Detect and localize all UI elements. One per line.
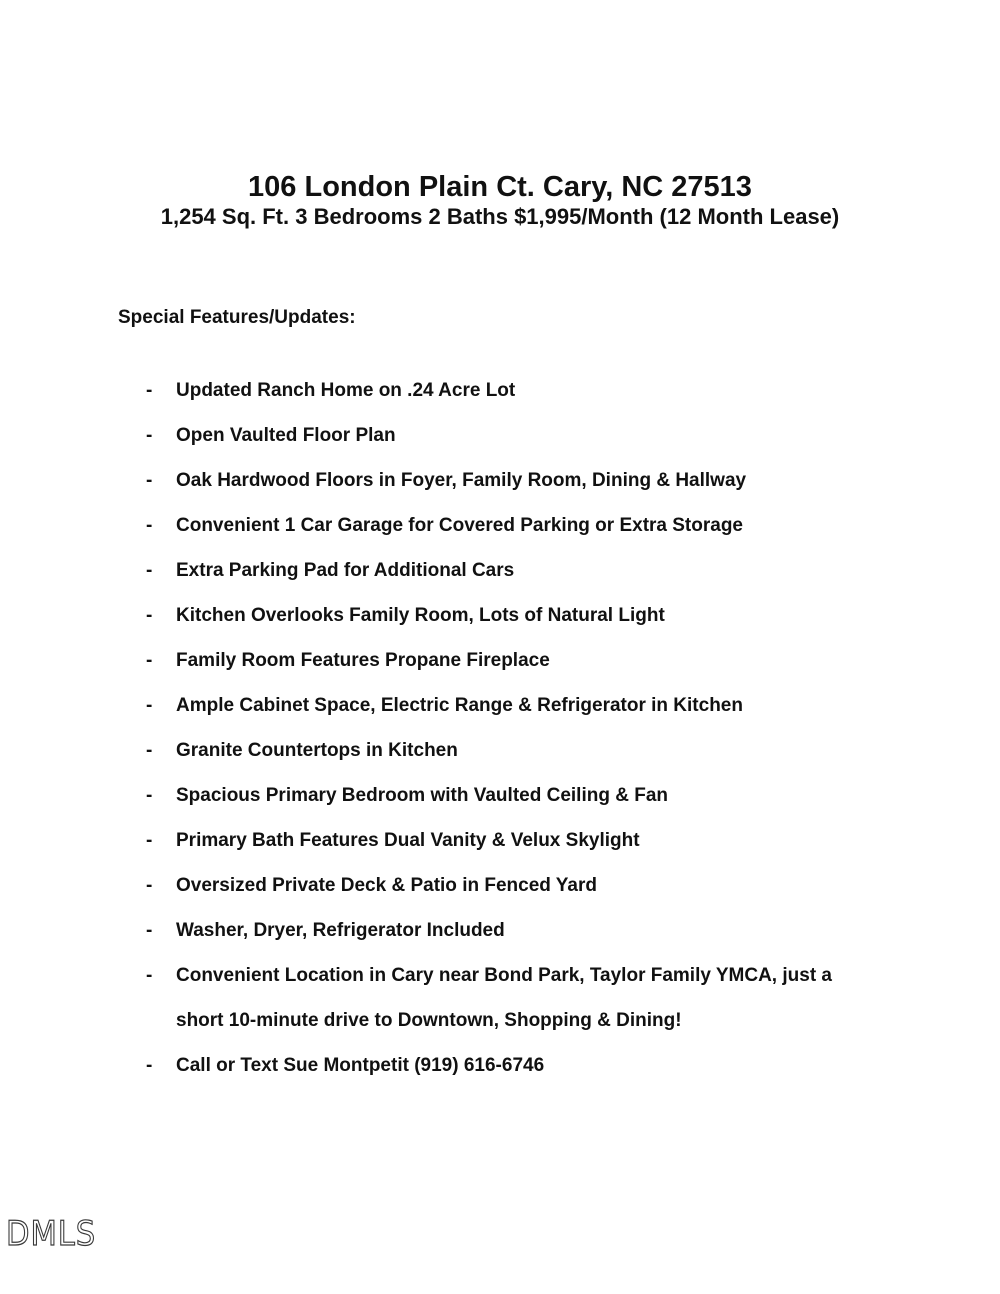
feature-text: Convenient 1 Car Garage for Covered Parking or Extra Storage — [176, 515, 744, 536]
list-item — [0, 683, 1000, 728]
list-item — [0, 908, 1000, 953]
feature-text: Family Room Features Propane Fireplace — [176, 650, 550, 671]
bullet-dash: - — [146, 470, 153, 491]
list-item — [0, 503, 1000, 548]
listing-summary: 1,254 Sq. Ft. 3 Bedrooms 2 Baths $1,995/Month (12 Month Lease) — [160, 204, 840, 229]
bullet-dash: - — [146, 740, 153, 761]
list-item — [0, 863, 1000, 908]
list-item — [0, 818, 1000, 863]
feature-text: Updated Ranch Home on .24 Acre Lot — [176, 380, 516, 401]
list-item — [0, 413, 1000, 458]
bullet-dash: - — [146, 965, 153, 986]
feature-text: Primary Bath Features Dual Vanity & Velux Skylight — [176, 830, 640, 851]
feature-text: Convenient Location in Cary near Bond Park, Taylor Family YMCA, just a short 10-minute drive to Downtown, Shopping & Dining! — [176, 965, 832, 1031]
list-item — [0, 773, 1000, 818]
bullet-dash: - — [146, 515, 153, 536]
feature-text: Oak Hardwood Floors in Foyer, Family Room, Dining & Hallway — [176, 470, 747, 491]
feature-text: Granite Countertops in Kitchen — [176, 740, 458, 761]
bullet-dash: - — [146, 605, 153, 626]
feature-text: Call or Text Sue Montpetit (919) 616-6746 — [176, 1055, 545, 1076]
list-item — [0, 458, 1000, 503]
page-title: 106 London Plain Ct. Cary, NC 27513 — [248, 171, 752, 203]
list-item — [0, 1043, 1000, 1088]
dmls-logo — [6, 1214, 96, 1254]
feature-text: Spacious Primary Bedroom with Vaulted Ceiling & Fan — [176, 785, 668, 806]
features-list — [0, 368, 1000, 1088]
list-item — [0, 728, 1000, 773]
bullet-dash: - — [146, 425, 153, 446]
list-item — [0, 638, 1000, 683]
bullet-dash: - — [146, 1055, 153, 1076]
bullet-dash: - — [146, 650, 153, 671]
feature-text: Washer, Dryer, Refrigerator Included — [176, 920, 505, 941]
bullet-dash: - — [146, 920, 153, 941]
bullet-dash: - — [146, 875, 153, 896]
bullet-dash: - — [146, 560, 153, 581]
list-item — [0, 593, 1000, 638]
section-heading: Special Features/Updates: — [118, 307, 356, 328]
feature-text: Open Vaulted Floor Plan — [176, 425, 396, 446]
bullet-dash: - — [146, 830, 153, 851]
bullet-dash: - — [146, 695, 153, 716]
list-item — [0, 548, 1000, 593]
bullet-dash: - — [146, 785, 153, 806]
list-item — [0, 953, 1000, 1043]
feature-text: Oversized Private Deck & Patio in Fenced Yard — [176, 875, 597, 896]
feature-text: Extra Parking Pad for Additional Cars — [176, 560, 515, 581]
logo-text: DMLS — [6, 1214, 97, 1254]
feature-text: Ample Cabinet Space, Electric Range & Refrigerator in Kitchen — [176, 695, 743, 716]
list-item — [0, 368, 1000, 413]
bullet-dash: - — [146, 380, 153, 401]
feature-text: Kitchen Overlooks Family Room, Lots of Natural Light — [176, 605, 665, 626]
